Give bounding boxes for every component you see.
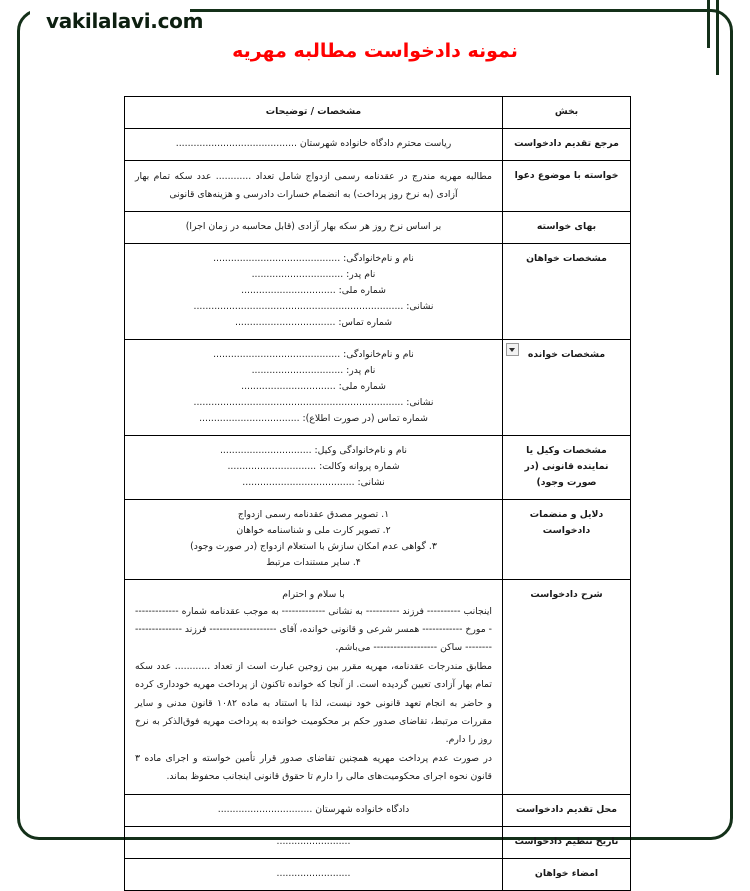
value-line-group — [135, 866, 492, 882]
row-value — [125, 340, 503, 436]
table-row — [125, 500, 631, 580]
row-value — [125, 244, 503, 340]
table-row — [125, 212, 631, 244]
value-text: ......................... — [276, 836, 351, 848]
value-line-group — [135, 834, 492, 850]
field-line: نام و نام‌خانوادگی: ........................................... — [213, 253, 414, 265]
table-row — [125, 827, 631, 859]
table-header-row — [125, 97, 631, 129]
field-line: ۴. سایر مستندات مرتبط — [266, 557, 361, 569]
row-label — [503, 795, 631, 827]
field-line: شماره پروانه وکالت: .............................. — [227, 461, 400, 473]
row-label-text: محل تقدیم دادخواست — [516, 804, 617, 816]
column-header-section: بخش — [503, 97, 631, 129]
row-label — [503, 827, 631, 859]
row-value — [125, 859, 503, 891]
table-row — [125, 859, 631, 891]
row-label-text: مشخصات خواهان — [526, 253, 607, 265]
row-label-text: مشخصات وکیل یا نماینده قانونی (در صورت وجود) — [524, 445, 609, 489]
request-form-table — [124, 96, 631, 891]
narrative-paragraph: مطابق مندرجات عقدنامه، مهریه مقرر بین زوجین عبارت است از تعداد ............ عدد سکه تمام بهار آزادی تعیین گردیده است. از آنجا که خوانده تاکنون از پرداخت مهریه خودداری کرده و حاضر به انجام تعهد قانونی خود نیست، لذا با استناد به ماده ۱۰۸۲ قانون مدنی و سایر مقررات مرتبط، تقاضای صدور حکم بر محکومیت خوانده به پرداخت مهریه فوق‌الذکر به نرخ روز را دارم. — [135, 661, 492, 745]
value-line-group — [135, 219, 492, 235]
field-line: نشانی: ....................................................................... — [193, 301, 434, 313]
row-value — [125, 500, 503, 580]
value-text: مطالبه مهریه مندرج در عقدنامه رسمی ازدواج شامل تعداد ............ عدد سکه تمام بهار آزادی (به نرخ روز پرداخت) به انضمام خسارات دادرسی و هزینه‌های قانونی — [135, 170, 492, 200]
value-text: بر اساس نرخ روز هر سکه بهار آزادی (قابل محاسبه در زمان اجرا) — [185, 221, 442, 233]
row-value — [125, 160, 503, 211]
value-line-group — [135, 443, 492, 491]
row-value — [125, 212, 503, 244]
field-line: ۲. تصویر کارت ملی و شناسنامه خواهان — [236, 525, 391, 537]
narrative-paragraph: اینجانب ---------- فرزند ---------- به نشانی ------------- به موجب عقدنامه شماره -------------- مورخ ------------ همسر شرعی و قانونی خوانده، آقای -------------------- فرزند ---------------------- ساکن ------------------- می‌باشم. — [135, 605, 492, 654]
field-line: نام و نام‌خانوادگی: ........................................... — [213, 349, 414, 361]
chevron-down-icon[interactable] — [506, 343, 519, 356]
row-label-text: دلایل و منضمات دادخواست — [529, 509, 604, 537]
row-label-text: مرجع تقدیم دادخواست — [514, 137, 619, 149]
field-line: نام پدر: ............................... — [251, 365, 376, 377]
value-line-group — [135, 802, 492, 818]
table-row — [125, 244, 631, 340]
row-value — [125, 827, 503, 859]
field-line: نام پدر: ............................... — [251, 269, 376, 281]
row-label — [503, 580, 631, 795]
table-row — [125, 795, 631, 827]
row-label — [503, 500, 631, 580]
field-line: نام و نام‌خانوادگی وکیل: ............................... — [219, 445, 408, 457]
table-row — [125, 160, 631, 211]
value-line-group — [135, 136, 492, 152]
narrative-paragraph: در صورت عدم پرداخت مهریه همچنین تقاضای صدور قرار تأمین خواسته و اجرای ماده ۳ قانون نحوه اجرای محکومیت‌های مالی را دارم تا حقوق قانونی اینجانب محفوظ بماند. — [135, 752, 492, 783]
row-label-text: شرح دادخواست — [530, 589, 603, 600]
row-value — [125, 795, 503, 827]
row-label — [503, 859, 631, 891]
row-label-text: تاریخ تنظیم دادخواست — [514, 836, 619, 848]
row-label-text: مشخصات خوانده — [527, 349, 606, 361]
row-label-text: بهای خواسته — [536, 221, 597, 233]
field-line: نشانی: ....................................................................... — [193, 397, 434, 409]
page-title: نمونه دادخواست مطالبه مهریه — [232, 40, 518, 62]
field-line: ۳. گواهی عدم امکان سازش با استعلام ازدواج (در صورت وجود) — [190, 541, 437, 553]
frame-tick-mark-right — [716, 0, 719, 75]
table-row — [125, 436, 631, 500]
value-line-group — [135, 507, 492, 571]
narrative-greeting: با سلام و احترام — [282, 589, 345, 600]
row-value — [125, 580, 503, 795]
value-text: ریاست محترم دادگاه خانواده شهرستان ......................................... — [175, 137, 452, 149]
value-text: دادگاه خانواده شهرستان ................................ — [217, 804, 410, 816]
field-line: شماره ملی: ................................ — [241, 381, 386, 393]
column-header-details: مشخصات / توضیحات — [125, 97, 503, 129]
row-label — [503, 212, 631, 244]
table-row — [125, 580, 631, 795]
field-line: شماره ملی: ................................ — [241, 285, 386, 297]
value-line-group — [135, 251, 492, 331]
row-label — [503, 128, 631, 160]
table-body — [125, 97, 631, 891]
row-value — [125, 128, 503, 160]
row-label — [503, 244, 631, 340]
field-line: شماره تماس: .................................. — [234, 317, 393, 329]
row-value — [125, 436, 503, 500]
value-line-group — [135, 168, 492, 203]
value-text: ......................... — [276, 868, 351, 880]
row-label-text: خواسته با موضوع دعوا — [514, 169, 619, 181]
site-logo: vakilalavi.com — [46, 9, 204, 33]
field-line: شماره تماس (در صورت اطلاع): .................................. — [199, 413, 428, 425]
table-row — [125, 340, 631, 436]
row-label — [503, 340, 631, 436]
row-label-text: امضاء خواهان — [534, 868, 599, 880]
row-label — [503, 160, 631, 211]
table-row — [125, 128, 631, 160]
value-line-group — [135, 347, 492, 427]
field-line: ۱. تصویر مصدق عقدنامه رسمی ازدواج — [237, 509, 390, 521]
row-label — [503, 436, 631, 500]
field-line: نشانی: ...................................... — [242, 477, 385, 489]
caret-glyph — [509, 348, 515, 352]
